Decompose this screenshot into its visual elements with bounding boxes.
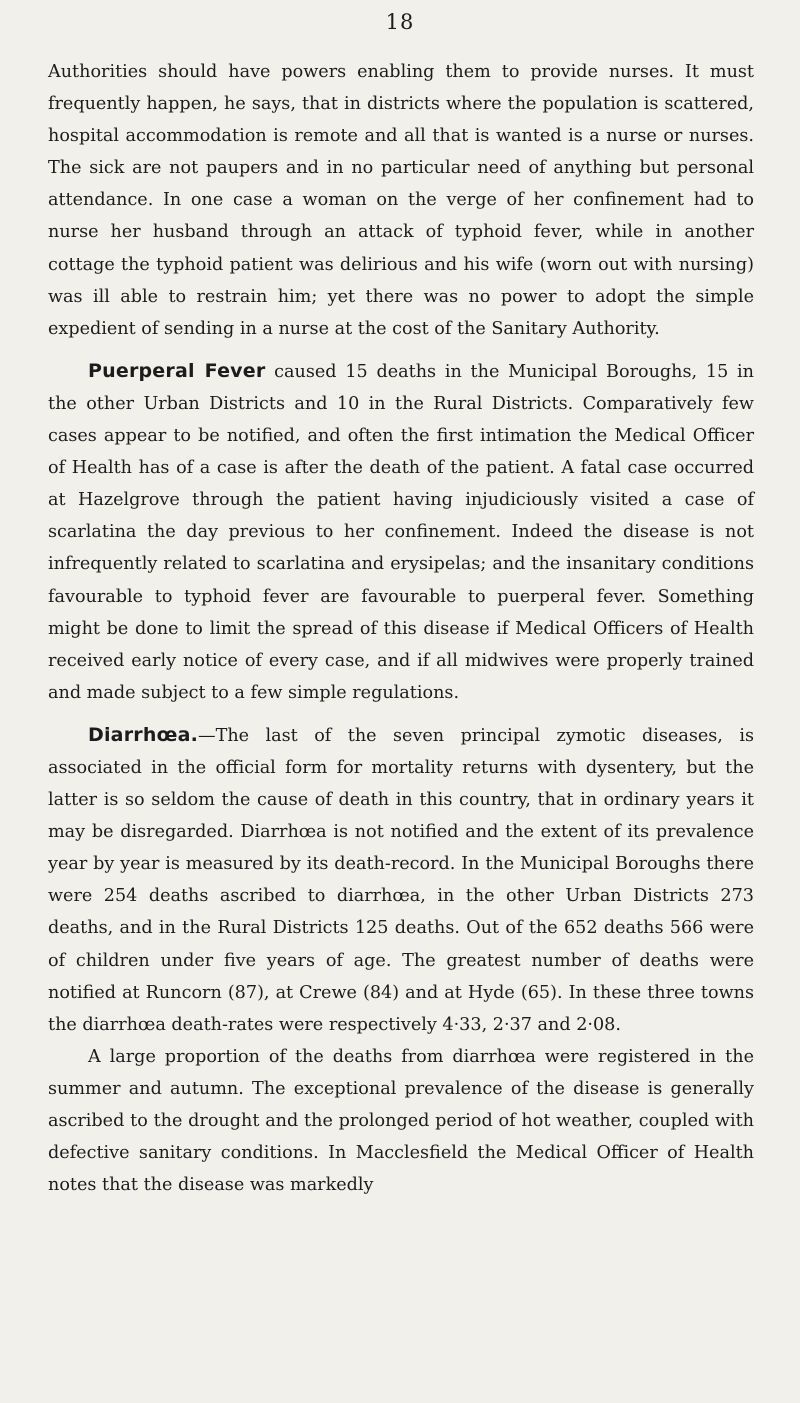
paragraph-diarrhoea xyxy=(48,719,754,1041)
page-number: 18 xyxy=(385,10,415,34)
paragraph-puerperal-fever xyxy=(48,355,754,709)
section-heading-diarrhoea: Diarrhœa. xyxy=(88,723,199,746)
paragraph-diarrhoea-seasonal xyxy=(48,1041,754,1201)
paragraph-text: —The last of the seven principal zymotic diseases, is associated in the official form for mortality returns with dysentery, but the latter is so seldom the cause of death in this country, that in ordinary years it may be disregarded. Diarrhœa is not notified and the extent of its prevalence year by year is measured by its death-record. In the Municipal Boroughs there were 254 deaths ascribed to diarrhœa, in the other Urban Districts 273 deaths, and in the Rural Districts 125 deaths. Out of the 652 deaths 566 were of children under five years of age. The greatest number of deaths were notified at Runcorn (87), at Crewe (84) and at Hyde (65). In these three towns the diarrhœa death-rates were respectively 4·33, 2·37 and 2·08. xyxy=(48,725,754,1035)
paragraph-text: caused 15 deaths in the Municipal Boroughs, 15 in the other Urban Districts and 10 in the Rural Districts. Comparatively few cases appear to be notified, and often the first intimation the Medical Officer of Health has of a case is after the death of the patient. A fatal case occurred at Hazelgrove through the patient having injudiciously visited a case of scarlatina the day previous to her confinement. Indeed the disease is not infrequently related to scarlatina and erysipelas; and the insanitary conditions favourable to typhoid fever are favourable to puerperal fever. Something might be done to limit the spread of this disease if Medical Officers of Health received early notice of every case, and if all midwives were properly trained and made subject to a few simple regulations. xyxy=(48,361,754,703)
section-heading-puerperal-fever: Puerperal Fever xyxy=(88,359,266,382)
paragraph-text: Authorities should have powers enabling them to provide nurses. It must frequently happen, he says, that in districts where the population is scattered, hospital accommodation is remote and all that is wanted is a nurse or nurses. The sick are not paupers and in no particular need of anything but personal attendance. In one case a woman on the verge of her confinement had to nurse her husband through an attack of typhoid fever, while in another cottage the typhoid patient was delirious and his wife (worn out with nursing) was ill able to restrain him; yet there was no power to adopt the simple expedient of sending in a nurse at the cost of the Sanitary Authority. xyxy=(48,62,754,339)
paragraph-nurses xyxy=(48,56,754,345)
paragraph-text: A large proportion of the deaths from diarrhœa were registered in the summer and autumn. The exceptional prevalence of the disease is generally ascribed to the drought and the prolonged period of hot weather, coupled with defective sanitary conditions. In Macclesfield the Medical Officer of Health notes that the disease was markedly xyxy=(48,1046,754,1196)
body-text xyxy=(48,56,754,1201)
